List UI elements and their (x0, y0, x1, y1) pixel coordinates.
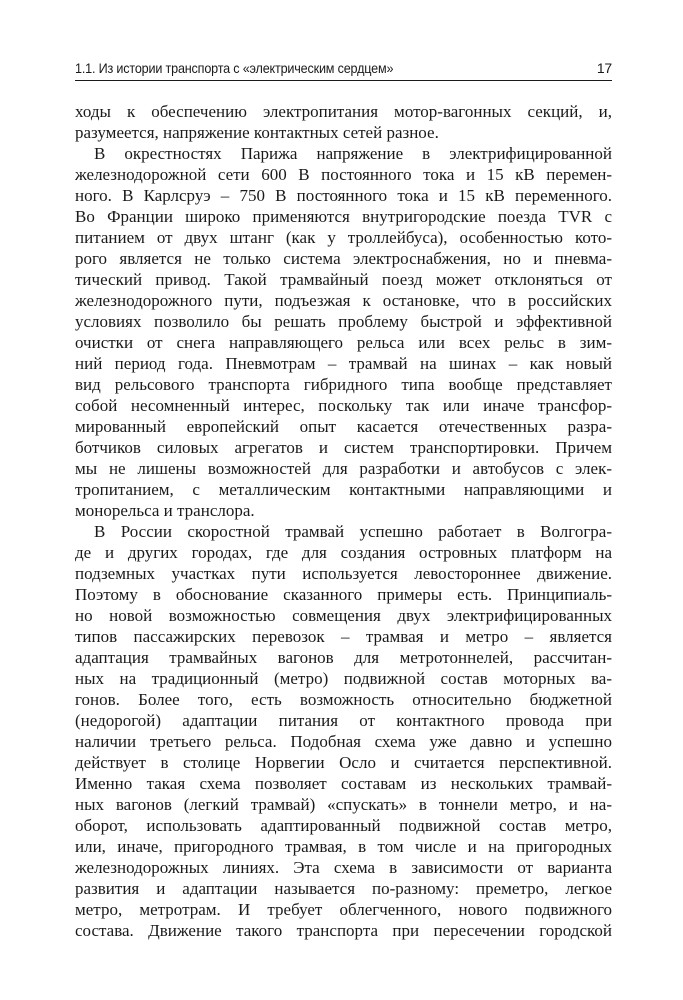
text-line: типов пассажирских перевозок – трамвая и метро – является (75, 627, 612, 646)
text-line: тический привод. Такой трамвайный поезд может отклоняться от (75, 270, 612, 289)
text-line: железнодорожного пути, подъезжая к остановке, что в российских (75, 291, 612, 310)
paragraph (75, 143, 612, 521)
text-line: монорельса и транслора. (75, 501, 255, 520)
text-line: адаптация трамвайных вагонов для метротоннелей, рассчитан- (75, 648, 612, 667)
text-line: питанием от двух штанг (как у троллейбуса), особенностью кото- (75, 228, 612, 247)
text-line: рого является не только система электроснабжения, но и пневма- (75, 249, 612, 268)
text-line: ного. В Карлсруэ – 750 В постоянного тока и 15 кВ переменного. (75, 186, 612, 205)
text-line: подземных участках пути используется левостороннее движение. (75, 564, 612, 583)
text-line: собой несомненный интерес, поскольку так или иначе трансфор- (75, 396, 612, 415)
text-line: условиях позволило бы решать проблему быстрой и эффективной (75, 312, 612, 331)
text-line: ний период года. Пневмотрам – трамвай на шинах – как новый (75, 354, 612, 373)
text-line: действует в столице Норвегии Осло и считается перспективной. (75, 753, 612, 772)
text-line: наличии третьего рельса. Подобная схема уже давно и успешно (75, 732, 612, 751)
page-number: 17 (596, 60, 612, 76)
text-line: разумеется, напряжение контактных сетей разное. (75, 123, 439, 142)
text-line: железнодорожной сети 600 В постоянного тока и 15 кВ перемен- (75, 165, 612, 184)
text-line: де и других городах, где для создания островных платформ на (75, 543, 612, 562)
text-line: ных вагонов (легкий трамвай) «спускать» в тоннели метро, и на- (75, 795, 612, 814)
paragraph (75, 101, 612, 143)
body-text (75, 101, 612, 941)
text-line: мированный европейский опыт касается отечественных разра- (75, 417, 612, 436)
text-line: ботчиков силовых агрегатов и систем транспортировки. Причем (75, 438, 612, 457)
text-line: ных на традиционный (метро) подвижной состав моторных ва- (75, 669, 612, 688)
text-line: мы не лишены возможностей для разработки и автобусов с элек- (75, 459, 612, 478)
text-line: метро, метротрам. И требует облегченного, нового подвижного (75, 900, 612, 919)
text-line: или, иначе, пригородного трамвая, в том числе и на пригородных (75, 837, 612, 856)
text-line: ходы к обеспечению электропитания мотор-вагонных секций, и, (75, 102, 612, 121)
text-line: железнодорожных линиях. Эта схема в зависимости от варианта (75, 858, 612, 877)
text-line: очистки от снега направляющего рельса или всех рельс в зим- (75, 333, 612, 352)
section-title: 1.1. Из истории транспорта с «электрическим сердцем» (75, 60, 394, 76)
text-line: оборот, использовать адаптированный подвижной состав метро, (75, 816, 612, 835)
text-line: состава. Движение такого транспорта при пересечении городской (75, 921, 612, 940)
text-line: В окрестностях Парижа напряжение в электрифицированной (94, 144, 612, 163)
text-line: гонов. Более того, есть возможность относительно бюджетной (75, 690, 612, 709)
text-line: (недорогой) адаптации питания от контактного провода при (75, 711, 612, 730)
paragraph (75, 521, 612, 941)
text-line: тропитанием, с металлическим контактными направляющими и (75, 480, 612, 499)
text-line: Во Франции широко применяются внутригородские поезда TVR с (75, 207, 612, 226)
text-line: развития и адаптации называется по-разному: преметро, легкое (75, 879, 612, 898)
text-line: но новой возможностью совмещения двух электрифицированных (75, 606, 612, 625)
text-line: Поэтому в обоснование сказанного примеры есть. Принципиаль- (75, 585, 612, 604)
text-line: В России скоростной трамвай успешно работает в Волгогра- (94, 522, 612, 541)
running-header (75, 58, 612, 81)
text-line: Именно такая схема позволяет составам из нескольких трамвай- (75, 774, 612, 793)
text-line: вид рельсового транспорта гибридного типа вообще представляет (75, 375, 612, 394)
